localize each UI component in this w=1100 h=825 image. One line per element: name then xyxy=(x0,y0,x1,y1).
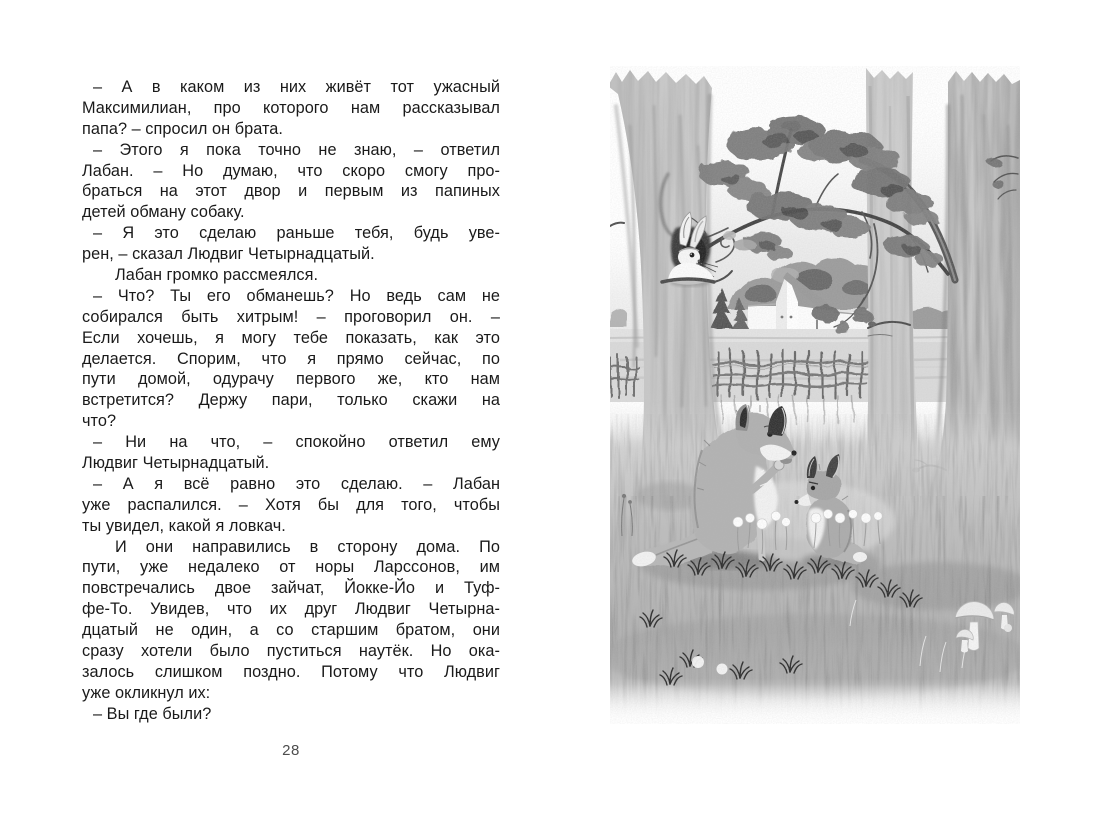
text-line: Если хочешь, я могу тебе показать, как это xyxy=(82,328,500,347)
paragraph xyxy=(82,537,500,704)
text-line: детей обману собаку. xyxy=(82,203,245,222)
paragraph xyxy=(82,265,500,286)
text-line: собирался быть хитрым! – проговорил он. – xyxy=(82,307,500,326)
text-line: делается. Спорим, что я прямо сейчас, по xyxy=(82,349,500,368)
text-line: – А я всё равно это сделаю. – Лабан xyxy=(93,474,500,493)
text-line: повстречались двое зайчат, Йокке-Йо и Туф- xyxy=(82,579,500,598)
text-line: залось слишком поздно. Потому что Людвиг xyxy=(82,662,500,681)
paragraph xyxy=(82,286,500,432)
text-line: встретится? Держу пари, только скажи на xyxy=(82,391,500,410)
text-line: пути, уже недалеко от норы Ларссонов, им xyxy=(82,558,500,577)
text-line: папа? – спросил он брата. xyxy=(82,119,283,138)
text-line: уже распалился. – Хотя бы для того, чтобы xyxy=(82,495,500,514)
text-line: – Вы где были? xyxy=(93,704,212,723)
text-line: дцатый не один, а со старшим братом, они xyxy=(82,621,500,640)
text-line: – Я это сделаю раньше тебя, будь уве- xyxy=(93,224,500,243)
story-text xyxy=(82,77,500,725)
paper-grain xyxy=(610,66,1020,724)
text-line: уже окликнул их: xyxy=(82,683,211,702)
text-line: – А в каком из них живёт тот ужасный xyxy=(93,78,500,96)
text-line: И они направились в сторону дома. По xyxy=(115,537,500,556)
paragraph xyxy=(82,223,500,265)
text-line: рен, – сказал Людвиг Четырнадцатый. xyxy=(82,245,375,264)
page-number: 28 xyxy=(282,742,300,759)
paragraph xyxy=(82,77,500,140)
paragraph xyxy=(82,432,500,474)
text-line: Лабан. – Но думаю, что скоро смогу про- xyxy=(82,161,500,180)
page-right xyxy=(550,0,1100,825)
text-line: Лабан громко рассмеялся. xyxy=(115,266,319,285)
text-line: браться на этот двор и первым из папиных xyxy=(82,182,500,201)
text-line: Максимилиан, про которого нам рассказывал xyxy=(82,98,500,117)
text-line: Людвиг Четырнадцатый. xyxy=(82,454,270,473)
paragraph xyxy=(82,474,500,537)
text-line: ты увидел, какой я ловкач. xyxy=(82,516,286,535)
text-line: – Что? Ты его обманешь? Но ведь сам не xyxy=(93,286,500,305)
forest-illustration xyxy=(610,66,1020,724)
paragraph xyxy=(82,704,500,725)
text-line: сразу хотели было пуститься наутёк. Но ока- xyxy=(82,642,500,661)
paragraph xyxy=(82,140,500,224)
text-line: – Этого я пока точно не знаю, – ответил xyxy=(93,140,500,159)
text-line: пути домой, одурачу первого же, кто нам xyxy=(82,370,500,389)
text-line: – Ни на что, – спокойно ответил ему xyxy=(93,433,500,452)
text-line: что? xyxy=(82,412,117,431)
text-line: фе-То. Увидев, что их друг Людвиг Четырна- xyxy=(82,600,500,619)
